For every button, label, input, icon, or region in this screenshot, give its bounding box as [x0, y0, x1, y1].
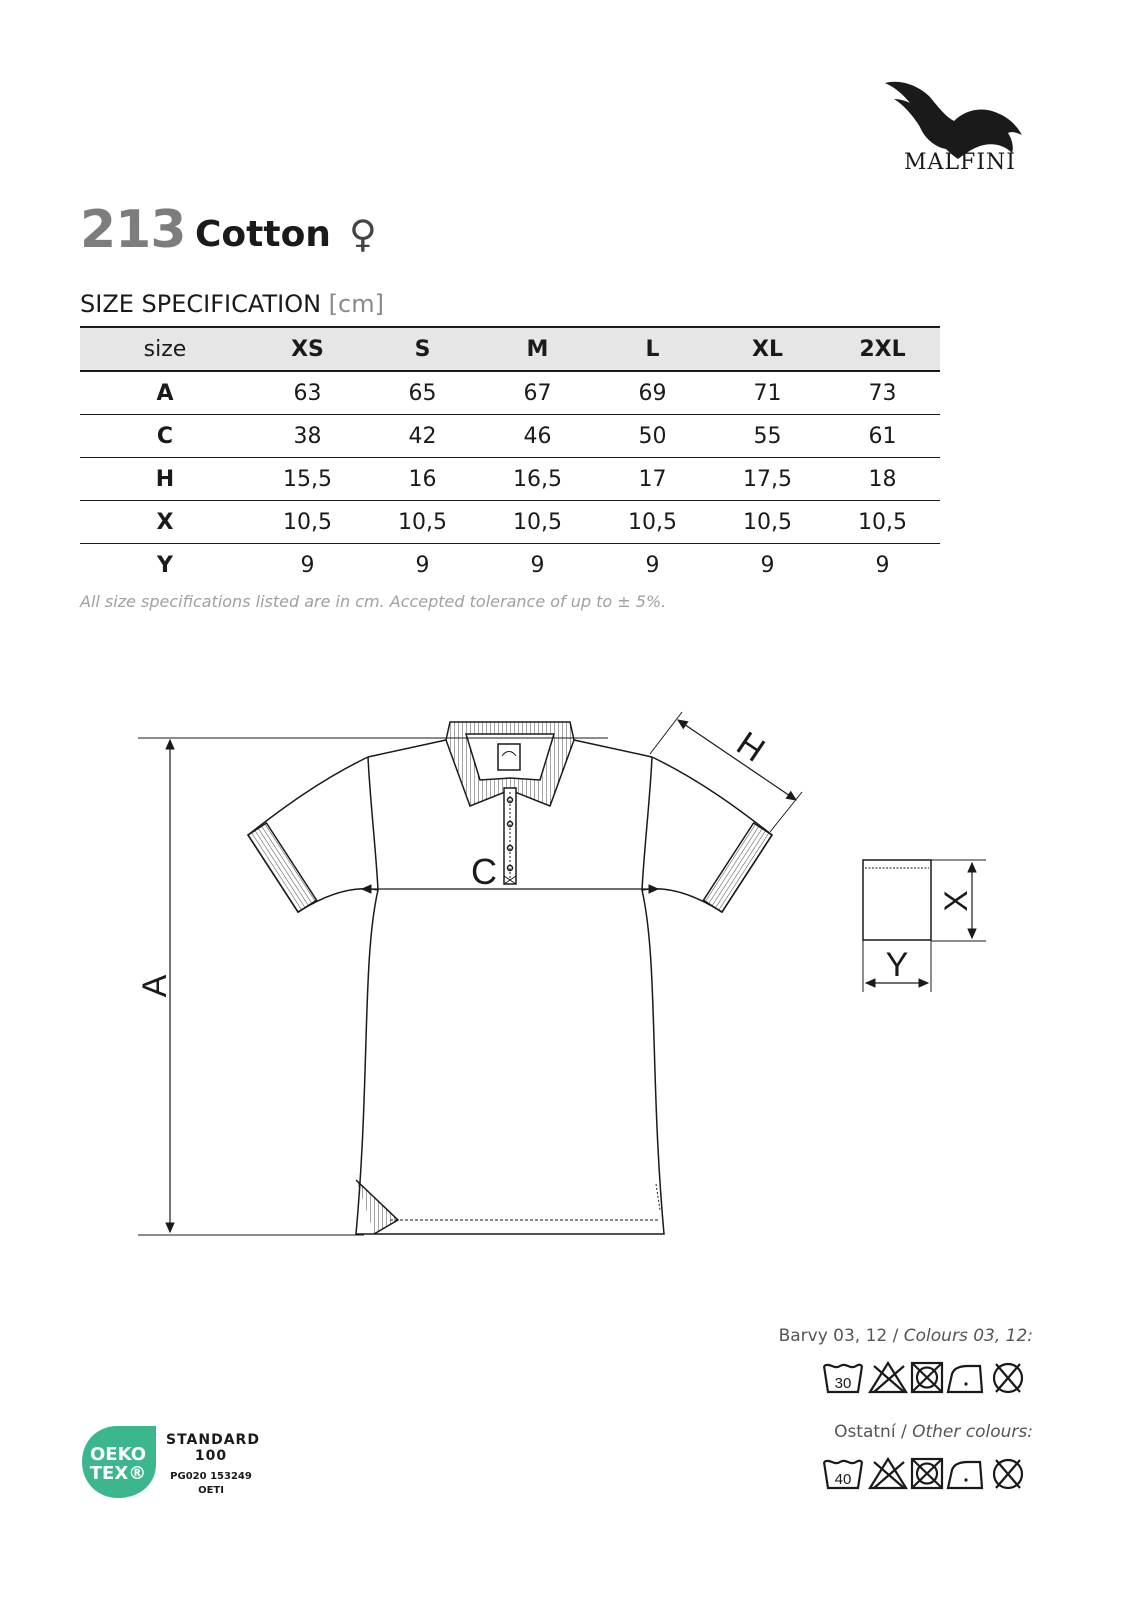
header-cell: XS: [250, 327, 365, 371]
label-detail: [863, 860, 986, 992]
no-bleach-icon: [870, 1363, 906, 1392]
row-label: H: [80, 458, 250, 501]
table-cell: 55: [710, 415, 825, 458]
table-row: [80, 501, 940, 544]
table-cell: 50: [595, 415, 710, 458]
table-cell: 9: [645, 552, 660, 578]
row-label: X: [80, 501, 250, 544]
table-cell: 17: [595, 458, 710, 501]
table-cell: 71: [710, 371, 825, 415]
colours-group-2-en: Other colours:: [912, 1422, 1033, 1442]
table-cell: 67: [480, 371, 595, 415]
table-cell: 17,5: [710, 458, 825, 501]
no-tumble-dry-icon: [912, 1363, 942, 1392]
shirt-outline: [248, 722, 772, 1234]
table-cell: 38: [250, 415, 365, 458]
wash-30-icon: [824, 1365, 862, 1392]
table-cell: 9: [530, 552, 545, 578]
product-code: 213: [80, 200, 186, 260]
oeko-line2: TEX®: [89, 1463, 147, 1484]
product-name: Cotton: [195, 214, 331, 255]
care-symbols-40: [822, 1456, 1032, 1492]
no-tumble-dry-icon: [912, 1459, 942, 1488]
table-cell: 10,5: [365, 501, 480, 544]
oeko-tex-logo-icon: [80, 1424, 158, 1500]
table-cell: 73: [825, 371, 940, 415]
table-cell: 65: [365, 371, 480, 415]
dimension-h-label: H: [729, 724, 772, 770]
size-spec-unit: [cm]: [328, 290, 384, 318]
colours-group-2-label: [834, 1422, 1033, 1442]
header-cell: XL: [710, 327, 825, 371]
table-cell: 10,5: [595, 501, 710, 544]
oeko-standard: [166, 1432, 260, 1464]
oeko-certificate-code: PG020 153249: [170, 1471, 252, 1482]
oeko-line1: OEKO: [89, 1444, 147, 1465]
colours-group-1-label: [779, 1326, 1033, 1346]
dimension-y-label: Y: [885, 946, 909, 984]
tolerance-note: All size specifications listed are in cm. Accepted tolerance of up to ± 5%.: [80, 592, 667, 611]
table-cell: 10,5: [250, 501, 365, 544]
table-cell: 10,5: [825, 501, 940, 544]
header-cell: S: [365, 327, 480, 371]
dimension-h: [650, 712, 802, 832]
header-cell: size: [80, 327, 250, 371]
female-symbol: ♀: [349, 212, 377, 256]
polo-shirt-measurement-diagram: [130, 700, 1010, 1260]
colours-group-2-cz: Ostatní /: [834, 1422, 913, 1442]
no-bleach-icon: [870, 1459, 906, 1488]
table-row: [80, 458, 940, 501]
table-header-row: [80, 327, 940, 371]
colours-group-1-en: Colours 03, 12:: [903, 1326, 1033, 1346]
table-row: [80, 371, 940, 415]
brand-name: MALFINI: [904, 150, 1016, 175]
header-cell: L: [595, 327, 710, 371]
table-row: [80, 544, 940, 587]
no-dry-clean-icon: [994, 1364, 1022, 1392]
table-cell: 15,5: [250, 458, 365, 501]
dimension-x-label: X: [938, 890, 974, 912]
table-cell: 9: [760, 552, 775, 578]
table-cell: 10,5: [480, 501, 595, 544]
table-cell: 63: [250, 371, 365, 415]
row-label: Y: [157, 552, 173, 578]
oeko-institute: OETI: [198, 1485, 224, 1496]
header-cell: 2XL: [825, 327, 940, 371]
size-table: [80, 326, 940, 586]
oeko-standard-text: STANDARD: [166, 1432, 260, 1448]
table-cell: 46: [480, 415, 595, 458]
header-cell: M: [480, 327, 595, 371]
colours-group-1-cz: Barvy 03, 12 /: [778, 1326, 904, 1346]
table-cell: 42: [365, 415, 480, 458]
wash-temperature: 30: [834, 1375, 852, 1392]
dimension-a-label: A: [136, 974, 174, 998]
wash-temperature: 40: [834, 1471, 852, 1488]
dimension-a: [138, 738, 608, 1235]
iron-low-icon: [948, 1366, 982, 1392]
row-label: C: [80, 415, 250, 458]
wash-40-icon: [824, 1461, 862, 1488]
table-cell: 9: [300, 552, 315, 578]
table-cell: 9: [875, 552, 890, 578]
dimension-c-label: C: [471, 851, 497, 892]
table-cell: 9: [415, 552, 430, 578]
iron-low-icon: [948, 1462, 982, 1488]
no-dry-clean-icon: [994, 1460, 1022, 1488]
table-cell: 61: [825, 415, 940, 458]
table-cell: 16: [365, 458, 480, 501]
table-cell: 16,5: [480, 458, 595, 501]
size-spec-title: [80, 290, 384, 318]
table-cell: 18: [825, 458, 940, 501]
table-cell: 69: [595, 371, 710, 415]
oeko-certificate: [166, 1470, 256, 1498]
table-cell: 10,5: [710, 501, 825, 544]
care-symbols-30: [822, 1360, 1032, 1396]
table-row: [80, 415, 940, 458]
size-spec-title-text: SIZE SPECIFICATION: [80, 290, 322, 318]
row-label: A: [80, 371, 250, 415]
oeko-standard-number: 100: [194, 1448, 228, 1464]
